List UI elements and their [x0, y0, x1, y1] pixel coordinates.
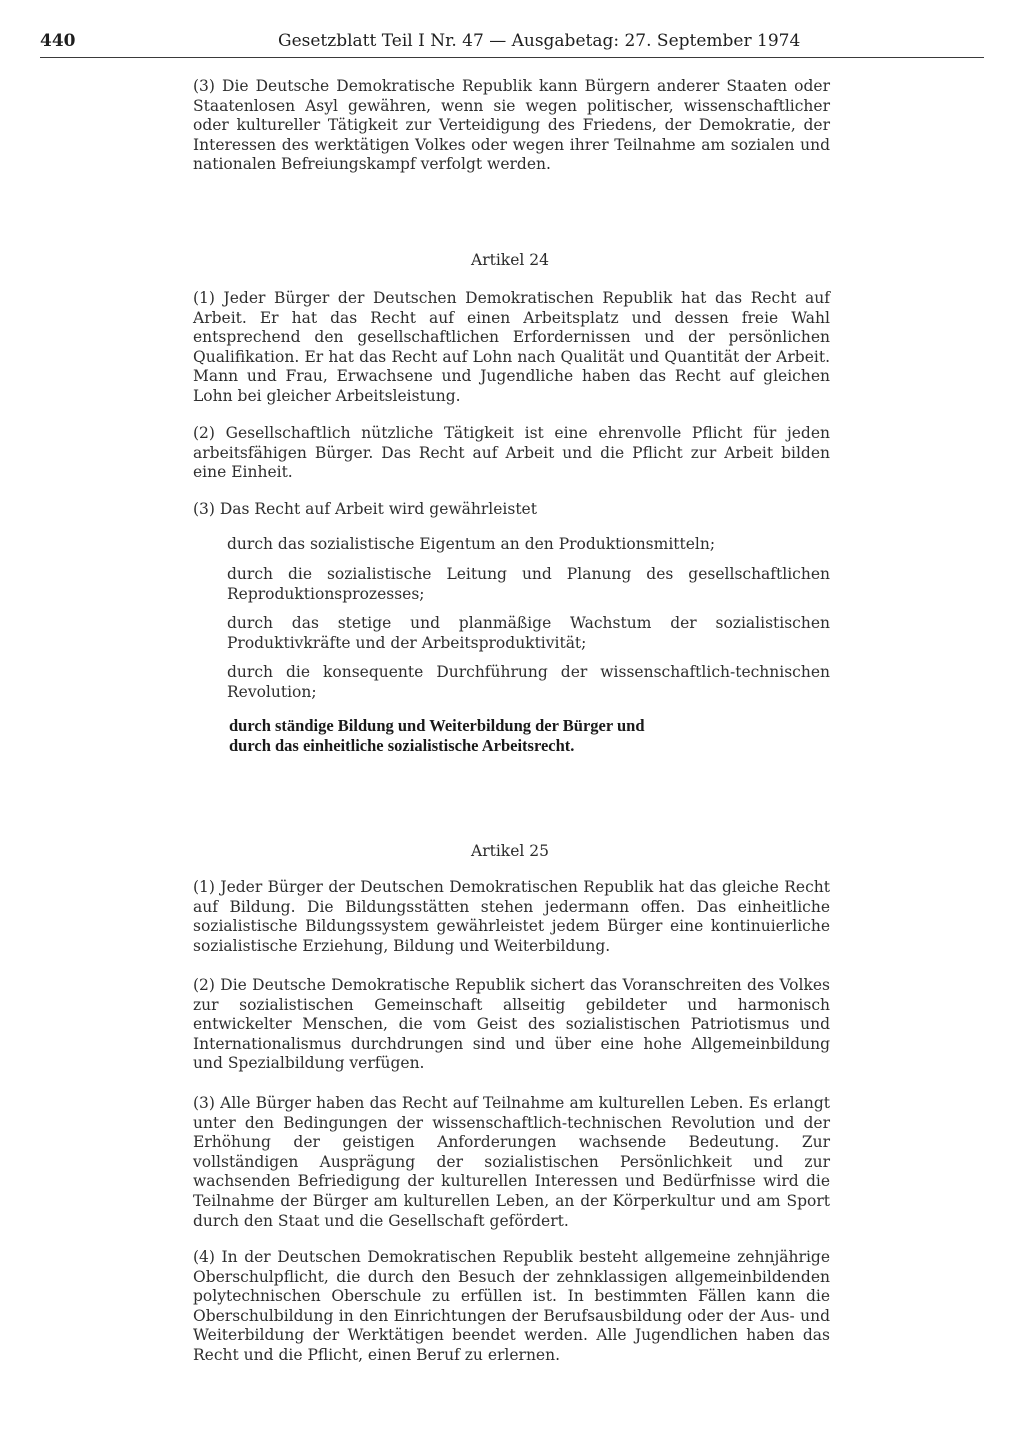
header-rule — [40, 57, 984, 58]
art25-paragraph-4: (4) In der Deutschen Demokratischen Republik besteht allgemeine zehnjährige Oberschulpflicht, die durch den Besuch der zehnklassigen allgemeinbildenden polytechnischen Oberschule zu erfüllen ist. In bestimmten Fällen kann die Oberschulbildung in den Einrichtungen der Berufsausbildung oder der Aus- und Weiterbildung der Werktätigen beendet werden. Alle Jugendlichen haben das Recht und die Pflicht, einen Beruf zu erlernen. — [193, 1248, 830, 1364]
art24-list-item: durch das stetige und planmäßige Wachstum der sozialistischen Produktivkräfte und der Arbeitsproduktivität; — [227, 614, 830, 652]
art25-paragraph-1: (1) Jeder Bürger der Deutschen Demokratischen Republik hat das gleiche Recht auf Bildung. Die Bildungsstätten stehen jedermann offen. Das einheitliche sozialistische Bildungssystem gewährleistet jedem Bürger eine kontinuierliche sozialistische Erziehung, Bildung und Weiterbildung. — [193, 878, 830, 955]
art24-paragraph-3-intro: (3) Das Recht auf Arbeit wird gewährleistet — [193, 500, 537, 518]
art24-final-line-1: durch ständige Bildung und Weiterbildung der Bürger und — [229, 716, 645, 735]
art24-list-item: durch die sozialistische Leitung und Planung des gesellschaftlichen Reproduktionsprozesses; — [227, 565, 830, 603]
art23-paragraph-3: (3) Die Deutsche Demokratische Republik kann Bürgern anderer Staaten oder Staatenlosen Asyl gewähren, wenn sie wegen politischer, wissenschaftlicher oder kultureller Tätigkeit zur Verteidigung des Friedens, der Demokratie, der Interessen des werktätigen Volkes oder wegen ihrer Teilnahme am sozialen und nationalen Befreiungskampf verfolgt werden. — [193, 77, 830, 174]
running-head: Gesetzblatt Teil I Nr. 47 — Ausgabetag: 27. September 1974 — [278, 31, 801, 51]
art25-paragraph-2: (2) Die Deutsche Demokratische Republik sichert das Voranschreiten des Volkes zur sozialistischen Gemeinschaft allseitig gebildeter und harmonisch entwickelter Menschen, die vom Geist des sozialistischen Patriotismus und Internationalismus durchdrungen sind und über eine hohe Allgemeinbildung und Spezialbildung verfügen. — [193, 976, 830, 1073]
art25-paragraph-3: (3) Alle Bürger haben das Recht auf Teilnahme am kulturellen Leben. Es erlangt unter den Bedingungen der wissenschaftlich-technischen Revolution und der Erhöhung der geistigen Anforderungen wachsende Bedeutung. Zur vollständigen Ausprägung der sozialistischen Persönlichkeit und zur wachsenden Befriedigung der kulturellen Interessen und Bedürfnisse wird die Teilnahme der Bürger am kulturellen Leben, an der Körperkultur und am Sport durch den Staat und die Gesellschaft gefördert. — [193, 1094, 830, 1230]
art24-paragraph-2: (2) Gesellschaftlich nützliche Tätigkeit ist eine ehrenvolle Pflicht für jeden arbeitsfähigen Bürger. Das Recht auf Arbeit und die Pflicht zur Arbeit bilden eine Einheit. — [193, 424, 830, 482]
article-25-title: Artikel 25 — [471, 842, 549, 860]
article-24-title: Artikel 24 — [471, 251, 549, 269]
art24-list-item: durch das sozialistische Eigentum an den Produktionsmitteln; — [227, 535, 716, 553]
art24-paragraph-1: (1) Jeder Bürger der Deutschen Demokratischen Republik hat das Recht auf Arbeit. Er hat das Recht auf einen Arbeitsplatz und dessen freie Wahl entsprechend den gesellschaftlichen Erfordernissen und der persönlichen Qualifikation. Er hat das Recht auf Lohn nach Qualität und Quantität der Arbeit. Mann und Frau, Erwachsene und Jugendliche haben das Recht auf gleichen Lohn bei gleicher Arbeitsleistung. — [193, 289, 830, 405]
art24-list-item-final — [229, 716, 789, 756]
art24-list-item: durch die konsequente Durchführung der wissenschaftlich-technischen Revolution; — [227, 663, 830, 701]
art24-final-line-2: durch das einheitliche sozialistische Arbeitsrecht. — [229, 736, 575, 755]
page-number: 440 — [40, 31, 76, 51]
